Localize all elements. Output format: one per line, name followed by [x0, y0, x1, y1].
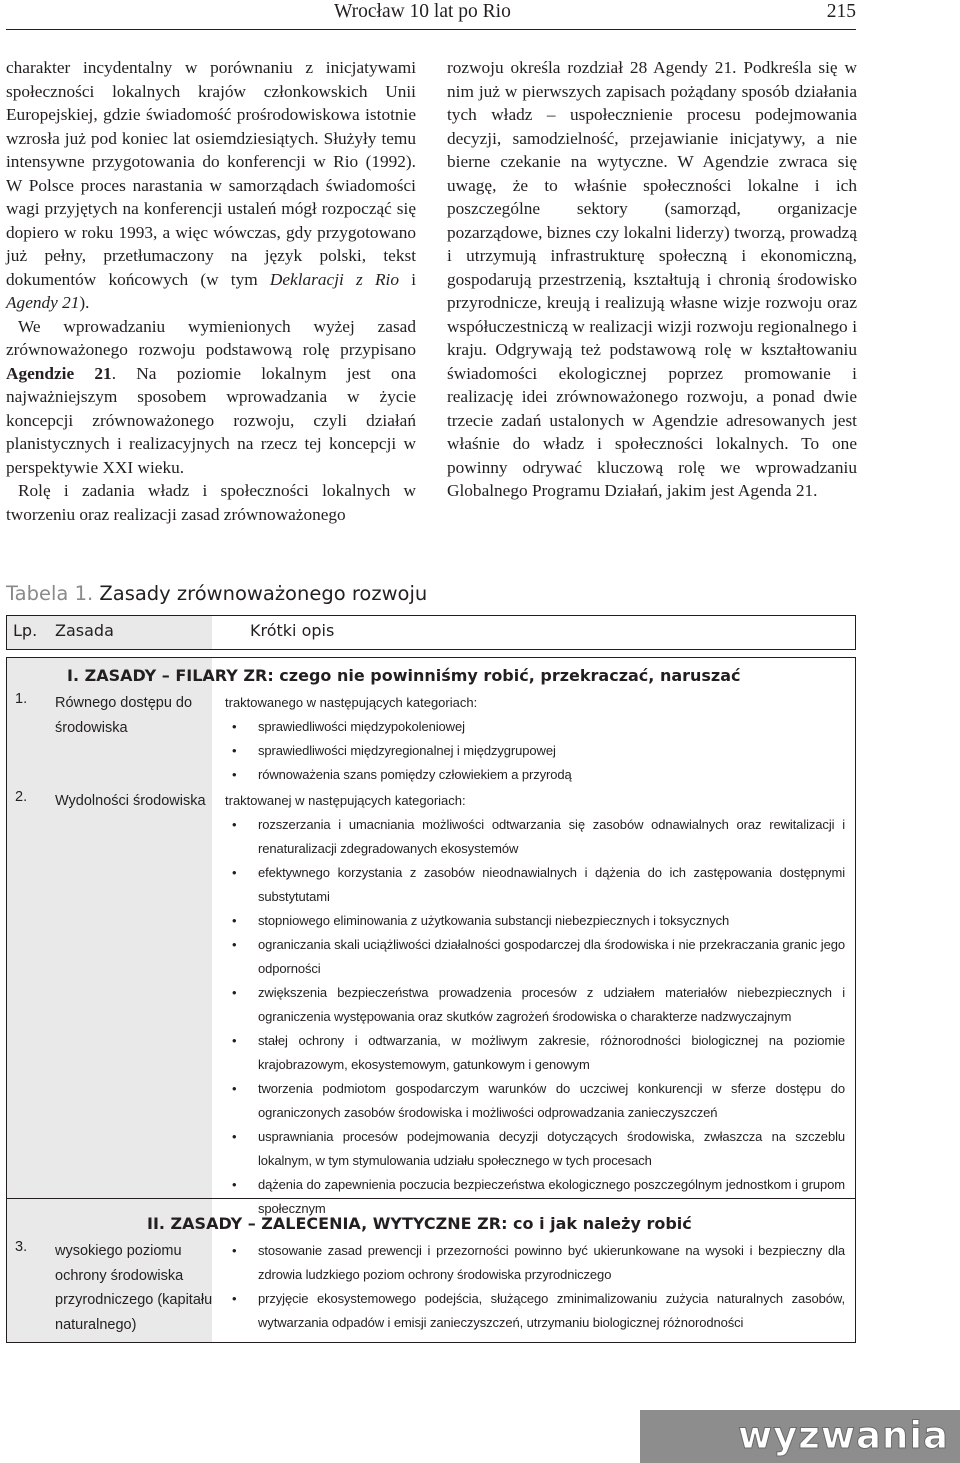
column-header-opis: Krótki opis	[250, 621, 335, 640]
table-caption-title: Zasady zrównoważonego rozwoju	[99, 582, 428, 605]
bold-term: Agendzie 21	[6, 363, 112, 383]
table-caption-label: Tabela 1.	[6, 582, 94, 605]
bullet-list	[225, 813, 845, 1221]
row-number: 3.	[15, 1239, 28, 1255]
document-title-italic: Deklaracji z Rio	[269, 269, 399, 289]
paragraph	[6, 315, 416, 480]
document-title-italic: Agendy 21	[6, 293, 80, 312]
description-intro: traktowanego w następujących kategoriach:	[225, 695, 478, 710]
paragraph-text: . Na poziomie lokalnym jest ona najważniejszym sposobem wprowadzania w życie koncepcji zrównoważonego rozwoju, czyli działań planistycznych i realizacyjnych na rzecz tej koncepcji w perspektywie XXI wieku.	[6, 363, 416, 477]
list-item: • rozszerzania i umacniania możliwości odtwarzania się zasobów odnawialnych oraz rewitalizacji i renaturalizacji zdegradowanych ekosystemów	[225, 813, 845, 861]
page-number: 215	[826, 1, 856, 22]
list-item: • przyjęcie ekosystemowego podejścia, służącego zminimalizowaniu zużycia naturalnych zasobów, wytwarzania odpadów i emisji zanieczyszczeń, utrzymaniu biologicznej różnorodności	[225, 1287, 845, 1335]
principle-description	[225, 691, 845, 787]
principle-name: Równego dostępu do środowiska	[55, 695, 193, 736]
row-number: 2.	[15, 789, 28, 805]
table-header	[6, 615, 856, 650]
principle-name: Wydolności środowiska	[55, 793, 206, 809]
list-item: • dążenia do zapewnienia poczucia bezpieczeństwa ekologicznego poszczególnym jednostkom i grupom społecznym	[225, 1173, 845, 1221]
section-divider	[7, 1198, 855, 1199]
paragraph-text: ).	[79, 293, 90, 312]
column-header-lp: Lp.	[13, 621, 38, 640]
section-title: I. ZASADY – FILARY ZR: czego nie powinniśmy robić, przekraczać, naruszać	[67, 666, 741, 685]
section-title: II. ZASADY – ZALECENIA, WYTYCZNE ZR: co i jak należy robić	[147, 1214, 692, 1233]
table-caption	[6, 582, 427, 605]
principle-description	[225, 1239, 845, 1335]
column-header-zasada: Zasada	[55, 621, 114, 640]
principle-name: wysokiego poziomu ochrony środowiska przyrodniczego (kapitału naturalnego)	[55, 1243, 213, 1333]
principle-description	[225, 789, 845, 1221]
description-intro: traktowanej w następujących kategoriach:	[225, 793, 466, 808]
list-item: • stosowanie zasad prewencji i przezorności powinno być ukierunkowane na wysoki i bezpieczny dla zdrowia ludzkiego poziom ochrony środowiska przyrodniczego	[225, 1239, 845, 1287]
bullet-list	[225, 1239, 845, 1335]
paragraph	[6, 479, 416, 526]
paragraph: rozwoju określa rozdział 28 Agendy 21. Podkreśla się w nim już w pierwszych zapisach pożądany sposób działania tych władz – uspołecznienie procesu podejmowania decyzji, samodzielność, przejawianie inicjatywy, a nie bierne czekanie na wytyczne. W Agendzie zwraca się uwagę, że to właśnie społeczności lokalne i ich poszczególne sektory (samorząd, organizacje pozarządowe, biznes czy lokalni liderzy) tworzą, prowadzą i utrzymują infrastrukturę społeczną i ekonomiczną, gospodarują przestrzenią, kształtują i chronią środowisko przyrodnicze, kreują i realizują własne wizje rozwoju oraz współuczestniczą w realizacji wizji rozwoju regionalnego i kraju. Odgrywają też podstawową rolę w kształtowaniu świadomości ekologicznej poprzez promowanie i realizację idei zrównoważonego rozwoju, a ponad dwie trzecie zadań ustalonych w Agendzie adresowanych jest właśnie do władz i społeczności lokalnych. To one powinny odrywać kluczową rolę we wprowadzaniu Globalnego Programu Działań, jakim jest Agenda 21.	[447, 58, 857, 500]
list-item: • stałej ochrony i odtwarzania, w możliwym zakresie, różnorodności biologicznej na poziomie krajobrazowym, ekosystemowym, gatunkowym i genowym	[225, 1029, 845, 1077]
header-rule	[6, 29, 856, 30]
bullet-list	[225, 715, 845, 787]
list-item: • ograniczania skali uciążliwości działalności gospodarczej dla środowiska i nie przekraczania granic jego odporności	[225, 933, 845, 981]
paragraph-text: charakter incydentalny w porównaniu z inicjatywami społeczności lokalnych krajów członkowskich Unii Europejskiej, gdzie świadomość prośrodowiskowa istotnie wzrosła już pod koniec lat osiemdziesiątych. Służyły temu intensywne przygotowania do konferencji w Rio (1992). W Polsce proces narastania w samorządach świadomości wagi przyjętych na konferencji ustaleń mógł rozpocząć się dopiero w roku 1993, a więc wówczas, gdy przygotowano już pełny, przetłumaczony na język polski, tekst dokumentów końcowych (w tym	[6, 58, 416, 289]
paragraph-text: We wprowadzaniu wymienionych wyżej zasad zrównoważonego rozwoju podstawową rolę przypisano	[6, 316, 416, 359]
list-item: • sprawiedliwości międzyregionalnej i międzygrupowej	[225, 739, 845, 763]
list-item: • tworzenia podmiotom gospodarczym warunków do uczciwej konkurencji w sferze dostępu do ograniczonych zasobów środowiska i możliwości odprowadzania zanieczyszczeń	[225, 1077, 845, 1125]
paragraph-text: Rolę i zadania władz i społeczności lokalnych w tworzeniu oraz realizacji zasad zrównoważonego	[6, 481, 416, 524]
list-item: • stopniowego eliminowania z użytkowania substancji niebezpiecznych i toksycznych	[225, 909, 845, 933]
running-title: Wrocław 10 lat po Rio	[334, 1, 511, 22]
text-column-left	[6, 56, 416, 526]
list-item: • sprawiedliwości międzypokoleniowej	[225, 715, 845, 739]
running-header	[0, 0, 960, 40]
paragraph	[6, 56, 416, 315]
list-item: • usprawniania procesów podejmowania decyzji dotyczących środowiska, zwłaszcza na szczeblu lokalnym, w tym stymulowania udziału społecznego w tych procesach	[225, 1125, 845, 1173]
journal-logo-text: wyzwania	[738, 1414, 949, 1457]
list-item: • zwiększenia bezpieczeństwa prowadzenia procesów z udziałem materiałów niebezpiecznych i ograniczenia występowania oraz skutków zagrożeń środowiska o charakterze nadzwyczajnym	[225, 981, 845, 1029]
paragraph-text: i	[398, 269, 417, 289]
text-column-right	[447, 56, 857, 503]
list-item: • równoważenia szans pomiędzy człowiekiem a przyrodą	[225, 763, 845, 787]
principles-table	[6, 657, 856, 1343]
row-number: 1.	[15, 691, 28, 707]
list-item: • efektywnego korzystania z zasobów nieodnawialnych i dążenia do ich zastępowania dostępnymi substytutami	[225, 861, 845, 909]
journal-logo	[640, 1410, 960, 1463]
